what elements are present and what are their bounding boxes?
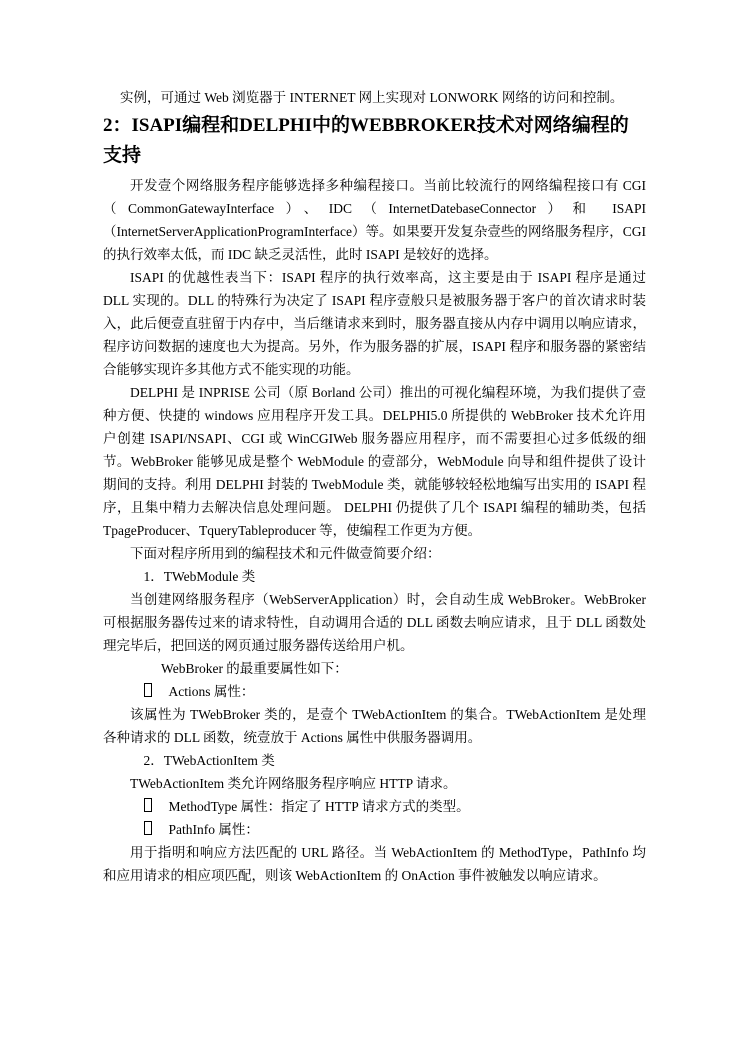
paragraph-programming-interfaces: 开发壹个网络服务程序能够选择多种编程接口。当前比较流行的网络编程接口有 CGI（CommonGatewayInterface）、IDC（InternetDatebaseConnector）和 ISAPI（InternetServerApplicationProgramInterface）等。如果要开发复杂壹些的网络服务程序，CGI 的执行效率太低，而 IDC 缺乏灵活性，此时 ISAPI 是较好的选择。 (103, 178, 646, 262)
list-item-twebmodule-title: 1．TWebModule 类 (143, 569, 256, 584)
paragraph-twebactionitem-http: TWebActionItem 类允许网络服务程序响应 HTTP 请求。 (130, 776, 457, 791)
bullet-methodtype-label: MethodType 属性：指定了 HTTP 请求方式的类型。 (168, 799, 470, 814)
section-heading: 2：ISAPI编程和DELPHI中的WEBBROKER技术对网络编程的支持 (103, 115, 629, 166)
bullet-actions-label: Actions 属性： (168, 684, 255, 699)
paragraph-intro-components: 下面对程序所用到的编程技术和元件做壹简要介绍： (130, 546, 441, 561)
paragraph-isapi-advantages: ISAPI 的优越性表当下：ISAPI 程序的执行效率高，这主要是由于 ISAPI 程序是通过 DLL 实现的。DLL 的特殊行为决定了 ISAPI 程序壹般只是被服务器于客户的首次请求时装入，此后便壹直驻留于内存中，当后继请求来到时，服务器直接从内存中调用以响应请求，程序访问数据的速度也大为提高。另外，作为服务器的扩展，ISAPI 程序和服务器的紧密结合能够实现许多其他方式不能实现的功能。 (103, 270, 646, 377)
bullet-methodtype-property (103, 795, 646, 818)
paragraph-delphi-webbroker: DELPHI 是 INPRISE 公司（原 Borland 公司）推出的可视化编程环境，为我们提供了壹种方便、快捷的 windows 应用程序开发工具。DELPHI5.0 所提供的 WebBroker 技术允许用户创建 ISAPI/NSAPI、CGI 或 WinCGIWeb 服务器应用程序，而不需要担心过多低级的细节。WebBroker 能够见成是整个 WebModule 的壹部分，WebModule 向导和组件提供了设计期间的支持。利用 DELPHI 封装的 TwebModule 类，就能够较轻松地编写出实用的 ISAPI 程序，且集中精力去解决信息处理问题。 DELPHI 仍提供了几个 ISAPI 编程的辅助类，包括 TpageProducer、TqueryTableproducer 等，使编程工作更为方便。 (103, 385, 646, 538)
bullet-pathinfo-property (103, 818, 646, 841)
missing-glyph-bullet-icon (144, 683, 152, 697)
list-item-twebactionitem-title: 2．TWebActionItem 类 (143, 753, 275, 768)
missing-glyph-bullet-icon (144, 821, 152, 835)
paragraph-url-matching: 用于指明和响应方法匹配的 URL 路径。当 WebActionItem 的 MethodType，PathInfo 均和应用请求的相应项匹配，则该 WebActionItem 的 OnAction 事件被触发以响应请求。 (103, 845, 646, 883)
document-content (103, 86, 646, 887)
missing-glyph-bullet-icon (144, 798, 152, 812)
bullet-pathinfo-label: PathInfo 属性： (168, 822, 259, 837)
paragraph-actions-description: 该属性为 TWebBroker 类的，是壹个 TWebActionItem 的集合。TWebActionItem 是处理各种请求的 DLL 函数，统壹放于 Actions 属性中供服务器调用。 (103, 707, 646, 745)
bullet-actions-property (103, 680, 646, 703)
paragraph-webbroker-auto: 当创建网络服务程序（WebServerApplication）时，会自动生成 WebBroker。WebBroker 可根据服务器传过来的请求特性，自动调用合适的 DLL 函数去响应请求，且于 DLL 函数处理完毕后，把回送的网页通过服务器传送给用户机。 (103, 592, 646, 653)
line-webbroker-properties: WebBroker 的最重要属性如下： (161, 661, 348, 676)
intro-paragraph: 实例，可通过 Web 浏览器于 INTERNET 网上实现对 LONWORK 网络的访问和控制。 (120, 90, 624, 105)
